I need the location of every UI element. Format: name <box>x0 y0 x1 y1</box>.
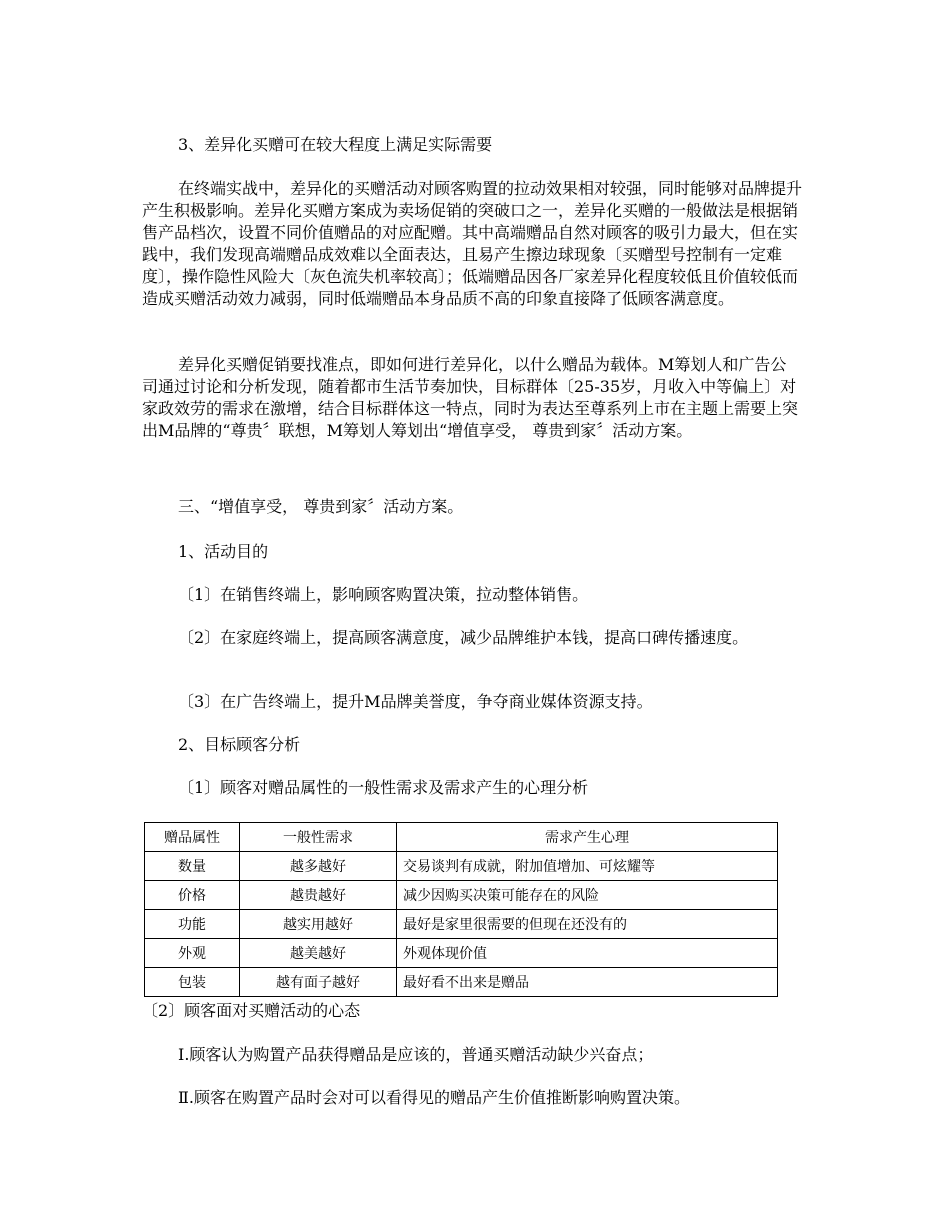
gift-attribute-table <box>144 822 778 997</box>
table-cell: 最好看不出来是赠品 <box>397 968 778 997</box>
table-cell: 越美越好 <box>240 939 397 968</box>
list-item: 〔1〕在销售终端上，影响顾客购置决策，拉动整体销售。 <box>178 585 589 604</box>
list-item: 〔2〕顾客面对买赠活动的心态 <box>142 1001 361 1020</box>
table-row <box>145 881 778 910</box>
table-cell: 越实用越好 <box>240 910 397 939</box>
table-cell: 包装 <box>145 968 240 997</box>
table-row <box>145 939 778 968</box>
table-cell: 越多越好 <box>240 852 397 881</box>
table-row <box>145 968 778 997</box>
table-cell: 越贵越好 <box>240 881 397 910</box>
plan-heading: 三、“增值享受， 尊贵到家〞活动方案。 <box>178 497 464 516</box>
paragraph: 在终端实战中，差异化的买赠活动对顾客购置的拉动效果相对较强，同时能够对品牌提升产生积极影响。差异化买赠方案成为卖场促销的突破口之一，差异化买赠的一般做法是根据销售产品档次，设置不同价值赠品的对应配赠。其中高端赠品自然对顾客的吸引力最大，但在实践中，我们发现高端赠品成效难以全面表达，且易产生擦边球现象〔买赠型号控制有一定难度〕，操作隐性风险大〔灰色流失机率较高〕；低端赠品因各厂家差异化程度较低且价值较低而造成买赠活动效力减弱，同时低端赠品本身品质不高的印象直接降了低顾客满意度。 <box>142 179 803 308</box>
table-row <box>145 910 778 939</box>
list-item: Ⅰ.顾客认为购置产品获得赠品是应该的，普通买赠活动缺少兴奋点； <box>178 1045 654 1064</box>
table-cell: 最好是家里很需要的但现在还没有的 <box>397 910 778 939</box>
list-item: Ⅱ.顾客在购置产品时会对可以看得见的赠品产生价值推断影响购置决策。 <box>178 1088 690 1107</box>
column-header: 需求产生心理 <box>397 823 778 852</box>
column-header: 一般性需求 <box>240 823 397 852</box>
table-cell: 外观 <box>145 939 240 968</box>
list-item: 〔2〕在家庭终端上，提高顾客满意度，减少品牌维护本钱，提高口碑传播速度。 <box>178 628 749 647</box>
subsection-heading: 1、活动目的 <box>178 542 269 561</box>
table-cell: 数量 <box>145 852 240 881</box>
section-heading: 3、差异化买赠可在较大程度上满足实际需要 <box>178 135 493 154</box>
table-cell: 越有面子越好 <box>240 968 397 997</box>
table-cell: 价格 <box>145 881 240 910</box>
table-row <box>145 852 778 881</box>
paragraph: 差异化买赠促销要找准点，即如何进行差异化，以什么赠品为载体。M筹划人和广告公司通过讨论和分析发现，随着都市生活节奏加快，目标群体〔25-35岁，月收入中等偏上〕对家政效劳的需求在激增，结合目标群体这一特点，同时为表达至尊系列上市在主题上需要上突出M品牌的“尊贵〞联想，M筹划人筹划出“增值享受， 尊贵到家〞活动方案。 <box>142 355 799 440</box>
list-item: 〔1〕顾客对赠品属性的一般性需求及需求产生的心理分析 <box>178 778 589 797</box>
table-cell: 交易谈判有成就，附加值增加、可炫耀等 <box>397 852 778 881</box>
table-cell: 外观体现价值 <box>397 939 778 968</box>
column-header: 赠品属性 <box>145 823 240 852</box>
list-item: 〔3〕在广告终端上，提升M品牌美誉度，争夺商业媒体资源支持。 <box>178 692 653 711</box>
table-cell: 功能 <box>145 910 240 939</box>
table-cell: 减少因购买决策可能存在的风险 <box>397 881 778 910</box>
table-header-row <box>145 823 778 852</box>
subsection-heading: 2、目标顾客分析 <box>178 735 301 754</box>
